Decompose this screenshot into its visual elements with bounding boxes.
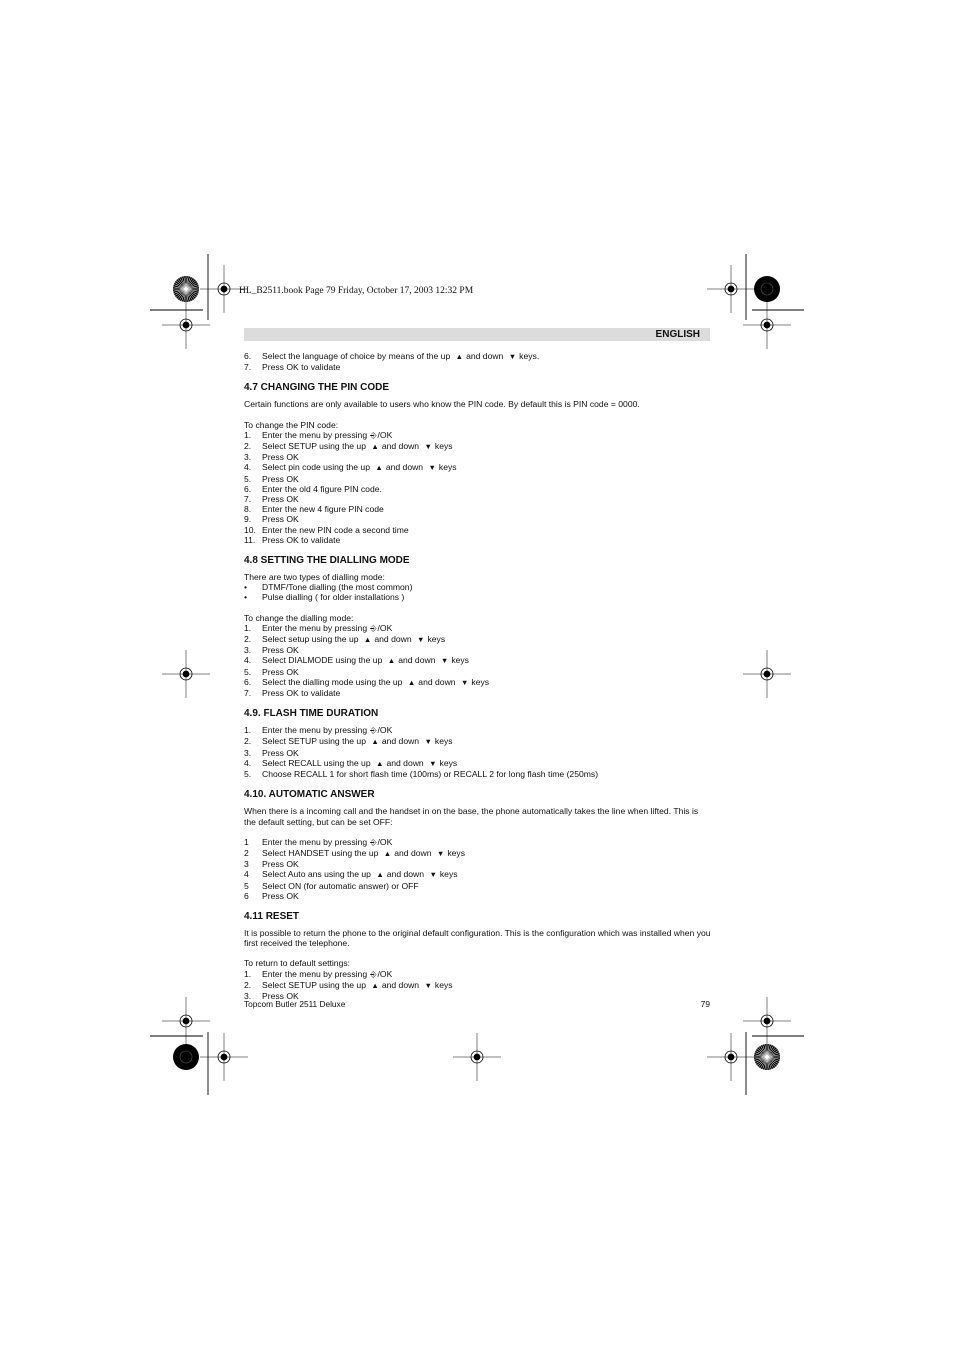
step-number: 2.: [244, 979, 252, 990]
step-text: Select SETUP using the up ▲ and down ▼ keys: [262, 441, 453, 452]
solid-disc-bottom-left: [173, 1044, 199, 1070]
up-arrow-icon: ▲: [383, 848, 392, 858]
step-number: 6.: [244, 351, 252, 361]
up-arrow-icon: ▲: [387, 656, 396, 666]
registration-crosshair: [162, 997, 210, 1045]
body-paragraph: There are two types of dialling mode:: [244, 572, 385, 583]
step-number: 11.: [244, 534, 256, 545]
step-text: Press OK: [262, 473, 299, 484]
solid-disc-top-right: [754, 276, 780, 302]
bullet-dot: •: [244, 592, 248, 603]
step-number: 5.: [244, 769, 252, 780]
step-number: 7.: [244, 494, 252, 505]
step-text: Press OK: [262, 514, 299, 525]
step-text: Select the language of choice by means of the up ▲ and down ▼ keys.: [262, 351, 540, 361]
step-number: 4: [244, 869, 249, 880]
step-number: 9.: [244, 514, 252, 525]
step-number: 3.: [244, 747, 252, 758]
step-text: Enter the menu by pressing ⎆/OK: [262, 622, 393, 633]
step-number: 1.: [244, 622, 252, 633]
body-paragraph: It is possible to return the phone to the original default configuration. This is the configuration which was installed when you first received the telephone.: [244, 927, 711, 949]
footer-product-name: Topcom Butler 2511 Deluxe: [244, 999, 346, 1009]
step-text: Enter the menu by pressing ⎆/OK: [262, 429, 393, 440]
step-text: Press OK: [262, 890, 299, 901]
section-heading: 4.7 CHANGING THE PIN CODE: [244, 382, 390, 394]
footer-page-number: 79: [700, 999, 710, 1009]
up-arrow-icon: ▲: [371, 737, 379, 747]
step-number: 2.: [244, 634, 252, 645]
body-paragraph: When there is a incoming call and the handset in on the base, the phone automatically takes the line when lifted. This is the default setting, but can be set OFF:: [244, 806, 699, 827]
step-text: Press OK: [262, 494, 299, 505]
steps-lead-text: To change the dialling mode:: [244, 612, 354, 623]
step-number: 3: [244, 859, 249, 870]
down-arrow-icon: ▼: [424, 980, 432, 990]
step-text: Press OK: [262, 990, 299, 1001]
step-number: 7.: [244, 362, 252, 373]
down-arrow-icon: ▼: [460, 677, 469, 687]
down-arrow-icon: ▼: [424, 737, 432, 747]
section-heading: 4.11 RESET: [244, 910, 300, 922]
step-number: 2.: [244, 736, 252, 747]
language-label: ENGLISH: [655, 329, 700, 340]
step-text: Select SETUP using the up ▲ and down ▼ keys: [262, 736, 453, 747]
step-text: Enter the menu by pressing ⎆/OK: [262, 725, 393, 736]
step-text: Select RECALL using the up ▲ and down ▼ keys: [262, 757, 458, 768]
step-text: Select the dialling mode using the up ▲ and down ▼ keys: [262, 676, 490, 687]
step-number: 1.: [244, 725, 252, 736]
down-arrow-icon: ▼: [508, 352, 517, 361]
up-arrow-icon: ▲: [375, 463, 383, 473]
up-arrow-icon: ▲: [407, 677, 416, 687]
registration-crosshair: [743, 301, 791, 349]
steps-lead-text: To return to default settings:: [244, 958, 351, 969]
step-text: Select DIALMODE using the up ▲ and down ▼ keys: [262, 655, 469, 666]
up-arrow-icon: ▲: [376, 758, 384, 768]
steps-lead-text: To change the PIN code:: [244, 419, 339, 430]
step-text: Press OK to validate: [262, 362, 341, 373]
registration-crosshair: [162, 301, 210, 349]
registration-crosshair: [453, 1033, 501, 1081]
print-info-line: HL_B2511.book Page 79 Friday, October 17, 2003 12:32 PM: [239, 286, 474, 296]
step-number: 5.: [244, 473, 252, 484]
step-number: 10.: [244, 524, 256, 535]
section-heading: 4.10. AUTOMATIC ANSWER: [244, 789, 375, 801]
registration-crosshair: [162, 650, 210, 698]
step-text: Enter the old 4 figure PIN code.: [262, 483, 382, 494]
starburst-mark-bottom-right: [754, 1044, 780, 1070]
step-number: 5.: [244, 666, 252, 677]
step-text: Press OK: [262, 747, 299, 758]
registration-crosshair: [707, 1033, 755, 1081]
down-arrow-icon: ▼: [428, 463, 436, 473]
bullet-text: DTMF/Tone dialling (the most common): [262, 582, 413, 593]
step-number: 7.: [244, 688, 252, 699]
section-heading: 4.8 SETTING THE DIALLING MODE: [244, 555, 410, 567]
down-arrow-icon: ▼: [417, 635, 425, 645]
bullet-text: Pulse dialling ( for older installations ): [262, 592, 405, 603]
step-text: Enter the new PIN code a second time: [262, 524, 409, 535]
body-paragraph: Certain functions are only available to users who know the PIN code. By default this is PIN code = 0000.: [244, 399, 640, 410]
step-number: 3.: [244, 990, 252, 1001]
step-number: 1.: [244, 968, 252, 979]
step-text: Select setup using the up ▲ and down ▼ keys: [262, 634, 446, 645]
starburst-mark-top-left: [173, 276, 199, 302]
step-text: Press OK: [262, 645, 299, 656]
step-text: Press OK to validate: [262, 534, 341, 545]
down-arrow-icon: ▼: [440, 656, 449, 666]
menu-key-icon: ⎆: [370, 969, 377, 979]
step-text: Enter the menu by pressing ⎆/OK: [262, 836, 393, 847]
registration-crosshair: [200, 1033, 248, 1081]
registration-crosshair: [743, 997, 791, 1045]
step-number: 6.: [244, 483, 252, 494]
step-text: Press OK to validate: [262, 688, 341, 699]
up-arrow-icon: ▲: [363, 635, 372, 645]
down-arrow-icon: ▼: [424, 442, 432, 452]
menu-key-icon: ⎆: [370, 726, 377, 736]
step-number: 3.: [244, 452, 252, 463]
down-arrow-icon: ▼: [429, 870, 437, 880]
step-text: Select pin code using the up ▲ and down ▼ keys: [262, 462, 457, 473]
step-text: Choose RECALL 1 for short flash time (100ms) or RECALL 2 for long flash time (250ms): [262, 769, 599, 780]
step-number: 8.: [244, 504, 252, 515]
step-number: 4.: [244, 655, 252, 666]
step-number: 2: [244, 847, 249, 858]
step-number: 1: [244, 836, 249, 847]
step-text: Select SETUP using the up ▲ and down ▼ keys: [262, 979, 453, 990]
step-number: 6: [244, 890, 249, 901]
step-text: Select ON (for automatic answer) or OFF: [262, 880, 419, 891]
step-number: 4.: [244, 757, 252, 768]
step-number: 6.: [244, 676, 252, 687]
registration-crosshair: [743, 650, 791, 698]
registration-crosshair: [707, 265, 755, 313]
section-heading: 4.9. FLASH TIME DURATION: [244, 708, 379, 720]
step-text: Select Auto ans using the up ▲ and down ▼ keys: [262, 869, 458, 880]
up-arrow-icon: ▲: [455, 352, 464, 361]
menu-key-icon: ⎆: [370, 430, 377, 440]
step-number: 4.: [244, 462, 252, 473]
up-arrow-icon: ▲: [371, 442, 379, 452]
step-text: Press OK: [262, 666, 299, 677]
step-text: Enter the menu by pressing ⎆/OK: [262, 968, 393, 979]
up-arrow-icon: ▲: [376, 870, 384, 880]
step-number: 5: [244, 880, 249, 891]
step-number: 1.: [244, 429, 252, 440]
step-text: Enter the new 4 figure PIN code: [262, 504, 384, 515]
step-text: Select HANDSET using the up ▲ and down ▼ keys: [262, 847, 465, 858]
registration-crosshair: [200, 265, 248, 313]
down-arrow-icon: ▼: [429, 758, 437, 768]
menu-key-icon: ⎆: [370, 837, 377, 847]
step-number: 2.: [244, 441, 252, 452]
down-arrow-icon: ▼: [436, 848, 445, 858]
step-number: 3.: [244, 645, 252, 656]
step-text: Press OK: [262, 452, 299, 463]
up-arrow-icon: ▲: [371, 980, 379, 990]
step-text: Press OK: [262, 859, 299, 870]
bullet-dot: •: [244, 582, 248, 593]
menu-key-icon: ⎆: [370, 623, 377, 633]
